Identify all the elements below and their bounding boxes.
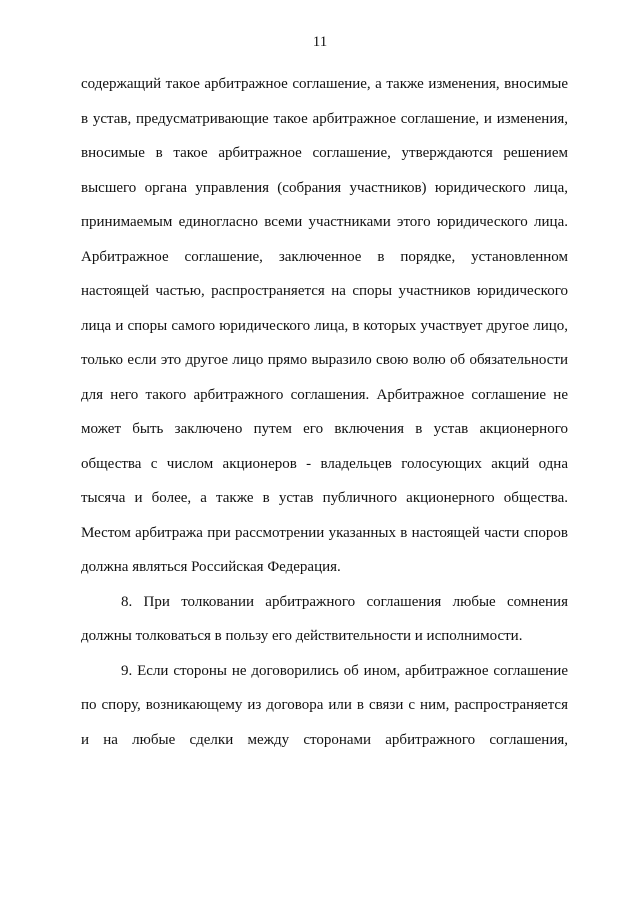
- text-line: принимаемым единогласно всеми участниками этого юридического лица.: [81, 214, 568, 230]
- document-body: [81, 67, 568, 757]
- text-line: лица и споры самого юридического лица, в которых участвует другое лицо,: [81, 317, 568, 334]
- paragraph-last-line: должны толковаться в пользу его действительности и исполнимости.: [81, 628, 523, 644]
- text-line: и на любые сделки между сторонами арбитражного соглашения,: [81, 731, 568, 748]
- paragraph-8-first-line: 8. При толковании арбитражного соглашения любые сомнения: [121, 593, 568, 610]
- text-line: только если это другое лицо прямо выразило свою волю об обязательности: [81, 352, 568, 368]
- text-line: содержащий такое арбитражное соглашение, а также изменения, вносимые: [81, 76, 568, 92]
- page-number: 11: [312, 34, 328, 50]
- text-line: в устав, предусматривающие такое арбитражное соглашение, и изменения,: [81, 110, 568, 127]
- text-line: высшего органа управления (собрания участников) юридического лица,: [81, 179, 568, 196]
- text-line: по спору, возникающему из договора или в связи с ним, распространяется: [81, 697, 568, 713]
- paragraph-last-line: должна являться Российская Федерация.: [81, 559, 341, 575]
- paragraph-9-first-line: 9. Если стороны не договорились об ином, арбитражное соглашение: [121, 662, 568, 679]
- text-line: настоящей частью, распространяется на споры участников юридического: [81, 283, 568, 299]
- text-line: для него такого арбитражного соглашения. Арбитражное соглашение не: [81, 386, 568, 403]
- text-line: общества с числом акционеров - владельцев голосующих акций одна: [81, 455, 568, 472]
- text-line: Местом арбитража при рассмотрении указанных в настоящей части споров: [81, 524, 568, 541]
- text-line: вносимые в такое арбитражное соглашение, утверждаются решением: [81, 145, 568, 161]
- text-line: может быть заключено путем его включения в устав акционерного: [81, 421, 568, 437]
- text-line: тысяча и более, а также в устав публичного акционерного общества.: [81, 490, 568, 506]
- text-line: Арбитражное соглашение, заключенное в порядке, установленном: [81, 248, 568, 265]
